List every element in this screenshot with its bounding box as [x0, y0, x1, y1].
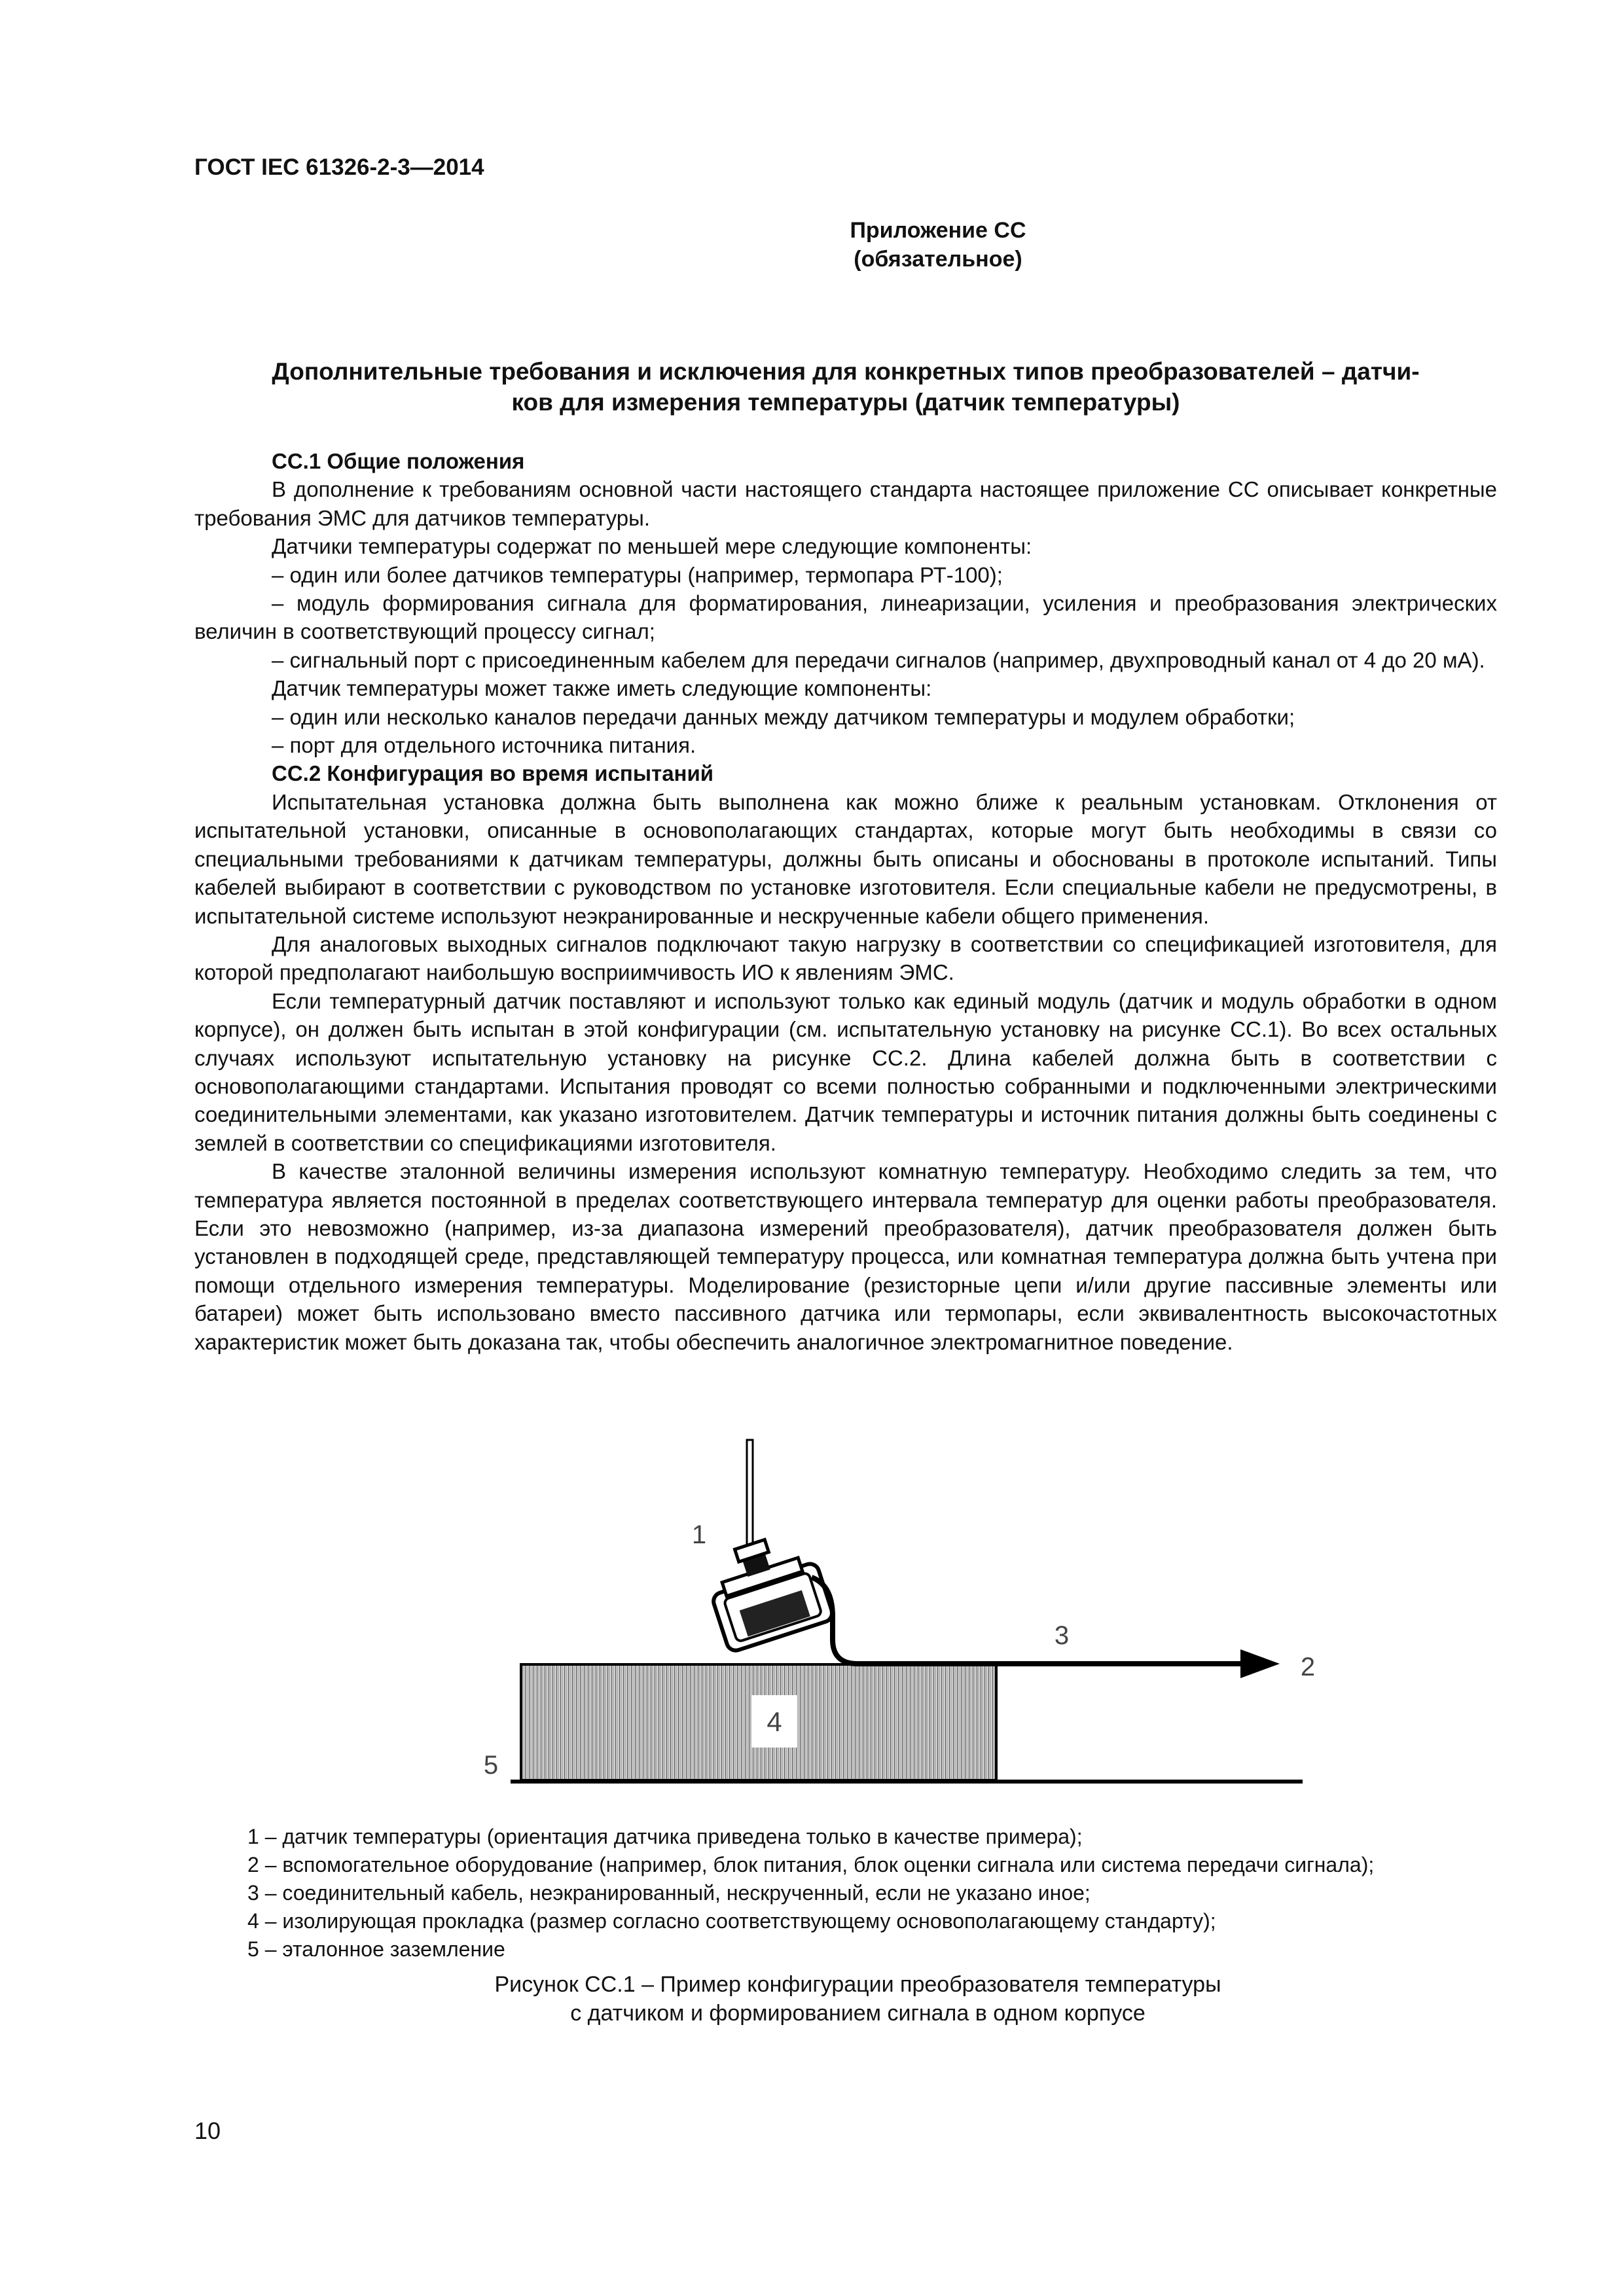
figure-caption-line1: Рисунок СС.1 – Пример конфигурации преобразователя температуры	[494, 1972, 1221, 1997]
figure-caption	[0, 1970, 1624, 2028]
annex-title-line1: Дополнительные требования и исключения для конкретных типов преобразователей – датчи-	[272, 358, 1420, 385]
annex-heading	[0, 216, 1624, 274]
legend-item: 2 – вспомогательное оборудование (например, блок питания, блок оценки сигнала или система передачи сигнала);	[247, 1853, 1375, 1876]
paragraph: Датчик температуры может также иметь следующие компоненты:	[272, 676, 932, 701]
page-number: 10	[194, 2117, 221, 2144]
annex-name: Приложение СС	[850, 218, 1026, 243]
section-heading-cc2: СС.2 Конфигурация во время испытаний	[272, 761, 714, 786]
document-code: ГОСТ IEC 61326-2-3—2014	[194, 154, 484, 180]
annex-status: (обязательное)	[854, 247, 1022, 272]
legend-item: 4 – изолирующая прокладка (размер согласно соответствующему основополагающему стандарту);	[247, 1909, 1216, 1933]
legend-item: 3 – соединительный кабель, неэкранированный, нескрученный, если не указано иное;	[247, 1881, 1091, 1905]
figure-label-1: 1	[691, 1520, 707, 1549]
list-item: – порт для отдельного источника питания.	[272, 733, 696, 758]
cable-arrowhead	[1240, 1649, 1280, 1678]
list-item: – модуль формирования сигнала для форматирования, линеаризации, усиления и преобразования электрических величин в соответствующий процессу сигнал;	[194, 591, 1497, 644]
figure-legend	[247, 1823, 1530, 1964]
section-heading-cc1: СС.1 Общие положения	[272, 449, 525, 473]
temperature-sensor	[700, 1527, 835, 1653]
paragraph: В дополнение к требованиям основной части настоящего стандарта настоящее приложение СС описывает конкретные требования ЭМС для датчиков температуры.	[194, 477, 1497, 530]
paragraph: Датчики температуры содержат по меньшей мере следующие компоненты:	[272, 534, 1032, 559]
list-item: – один или несколько каналов передачи данных между датчиком температуры и модулем обработки;	[272, 704, 1295, 729]
annex-title	[194, 356, 1497, 418]
figure-caption-line2: с датчиком и формированием сигнала в одном корпусе	[570, 2001, 1146, 2026]
paragraph: Если температурный датчик поставляют и используют только как единый модуль (датчик и модуль обработки в одном корпусе), он должен быть испытан в этой конфигурации (см. испытательную установку на рисунке СС.1). Во всех остальных случаях используют испытательную установку на рисунке СС.2. Длина кабелей должна быть в соответствии с основополагающими стандартами. Испытания проводят со всеми полностью собранными и подключенными электрическими соединительными элементами, как указано изготовителем. Датчик температуры и источник питания должны быть соединены с землей в соответствии со спецификациями изготовителя.	[194, 988, 1497, 1155]
paragraph: Испытательная установка должна быть выполнена как можно ближе к реальным установкам. Отклонения от испытательной установки, описанные в основополагающих стандартах, которые могут быть необходимы в связи со специальными требованиями к датчикам температуры, должны быть описаны и обоснованы в протоколе испытаний. Типы кабелей выбирают в соответствии с руководством по установке изготовителя. Если специальные кабели не предусмотрены, в испытательной системе используют неэкранированные и нескрученные кабели общего применения.	[194, 789, 1497, 928]
figure-label-5: 5	[483, 1751, 499, 1780]
legend-item: 5 – эталонное заземление	[247, 1937, 505, 1961]
list-item: – один или более датчиков температуры (например, термопара РТ-100);	[272, 562, 1003, 587]
annex-title-line2: ков для измерения температуры (датчик температуры)	[511, 389, 1180, 416]
body-text	[194, 447, 1497, 1356]
figure-cc1	[458, 1420, 1362, 1813]
legend-item: 1 – датчик температуры (ориентация датчика приведена только в качестве примера);	[247, 1825, 1083, 1848]
figure-label-4: 4	[767, 1706, 782, 1737]
figure-diagram	[458, 1420, 1362, 1813]
paragraph: Для аналоговых выходных сигналов подключают такую нагрузку в соответствии со спецификацией изготовителя, для которой предполагают наибольшую восприимчивость ИО к явлениям ЭМС.	[194, 931, 1497, 985]
paragraph: В качестве эталонной величины измерения используют комнатную температуру. Необходимо следить за тем, что температура является постоянной в пределах соответствующего интервала температур для оценки работы преобразователя. Если это невозможно (например, из-за диапазона измерений преобразователя), датчик преобразователя должен быть установлен в подходящей среде, представляющей температуру процесса, или комнатная температура должна быть учтена при помощи отдельного измерения температуры. Моделирование (резисторные цепи и/или другие пассивные элементы или батареи) может быть использовано вместо пассивного датчика или термопары, если эквивалентность высокочастотных характеристик может быть доказана так, чтобы обеспечить аналогичное электромагнитное поведение.	[194, 1159, 1497, 1354]
connecting-cable	[812, 1577, 1244, 1664]
probe-stem	[747, 1440, 753, 1551]
list-item: – сигнальный порт с присоединенным кабелем для передачи сигналов (например, двухпроводный канал от 4 до 20 мА).	[272, 647, 1485, 672]
figure-label-3: 3	[1054, 1621, 1070, 1650]
figure-label-2: 2	[1300, 1653, 1316, 1681]
